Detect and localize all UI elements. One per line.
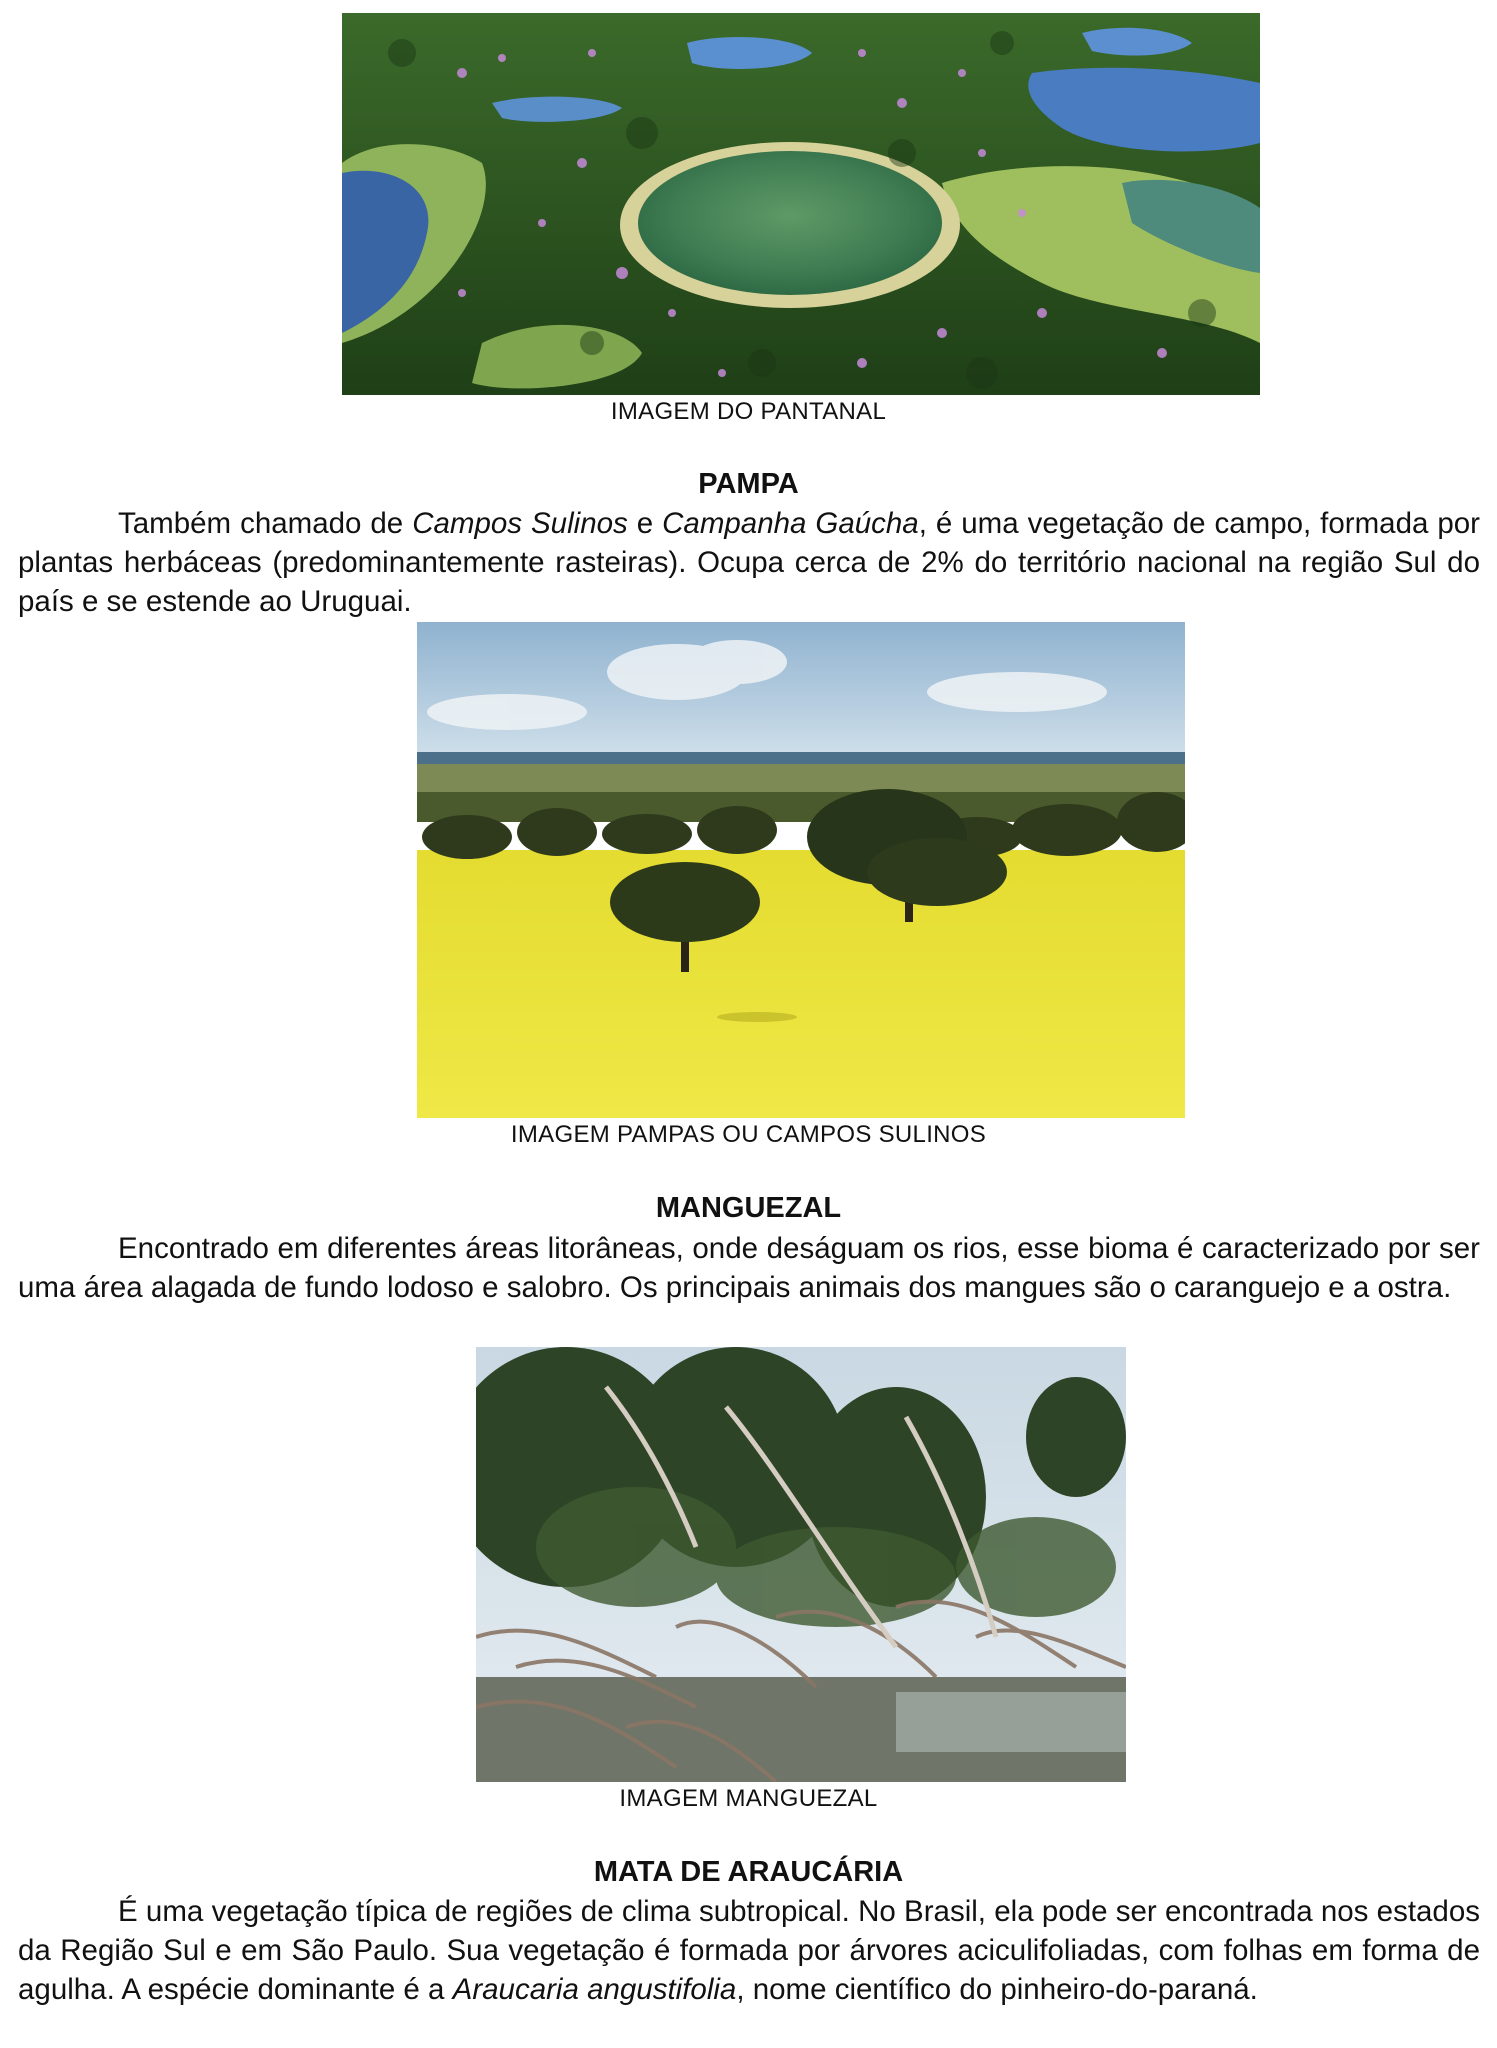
mata-araucaria-paragraph [18,1892,1480,2009]
manguezal-heading: MANGUEZAL [655,1192,842,1224]
pantanal-caption: IMAGEM DO PANTANAL [610,398,887,425]
pampa-text-3: , é uma vegetação de campo, formada por plantas herbáceas (predominantemente rasteiras). Ocupa cerca de 2% do território nacional na região Sul do país e se estende ao Uruguai. [18,507,1481,618]
pampa-italic-campanha-gaucha: Campanha Gaúcha [662,507,919,540]
mangrove-illustration [476,1347,1126,1782]
pantanal-image [342,13,1260,395]
mata-araucaria-text-1: É uma vegetação típica de regiões de clima subtropical. No Brasil, ela pode ser encontrada nos estados da Região Sul e em São Paulo. Sua vegetação é formada por árvores aciculifoliadas, com folhas em forma de agulha. A espécie dominante é a [18,1895,1480,2006]
mata-araucaria-italic-species: Araucaria angustifolia [452,1973,737,2006]
manguezal-image [476,1347,1126,1782]
mata-araucaria-heading: MATA DE ARAUCÁRIA [593,1856,904,1888]
pampa-italic-campos-sulinos: Campos Sulinos [412,507,628,540]
pampa-heading: PAMPA [698,468,799,500]
pantanal-aerial-illustration [342,13,1260,395]
pampa-caption: IMAGEM PAMPAS OU CAMPOS SULINOS [510,1121,987,1148]
manguezal-caption: IMAGEM MANGUEZAL [619,1785,878,1812]
manguezal-paragraph: Encontrado em diferentes áreas litorâneas, onde deságuam os rios, esse bioma é caracterizado por ser uma área alagada de fundo lodoso e salobro. Os principais animais dos mangues são o caranguejo e a ostra. [18,1232,1480,1304]
pampa-image [417,622,1185,1118]
mata-araucaria-text-2: , nome científico do pinheiro-do-paraná. [736,1973,1258,2006]
pampa-text-2: e [627,507,663,540]
pampa-field-illustration [417,622,1185,1118]
pampa-text-1: Também chamado de [118,507,413,540]
pampa-paragraph [18,504,1480,621]
